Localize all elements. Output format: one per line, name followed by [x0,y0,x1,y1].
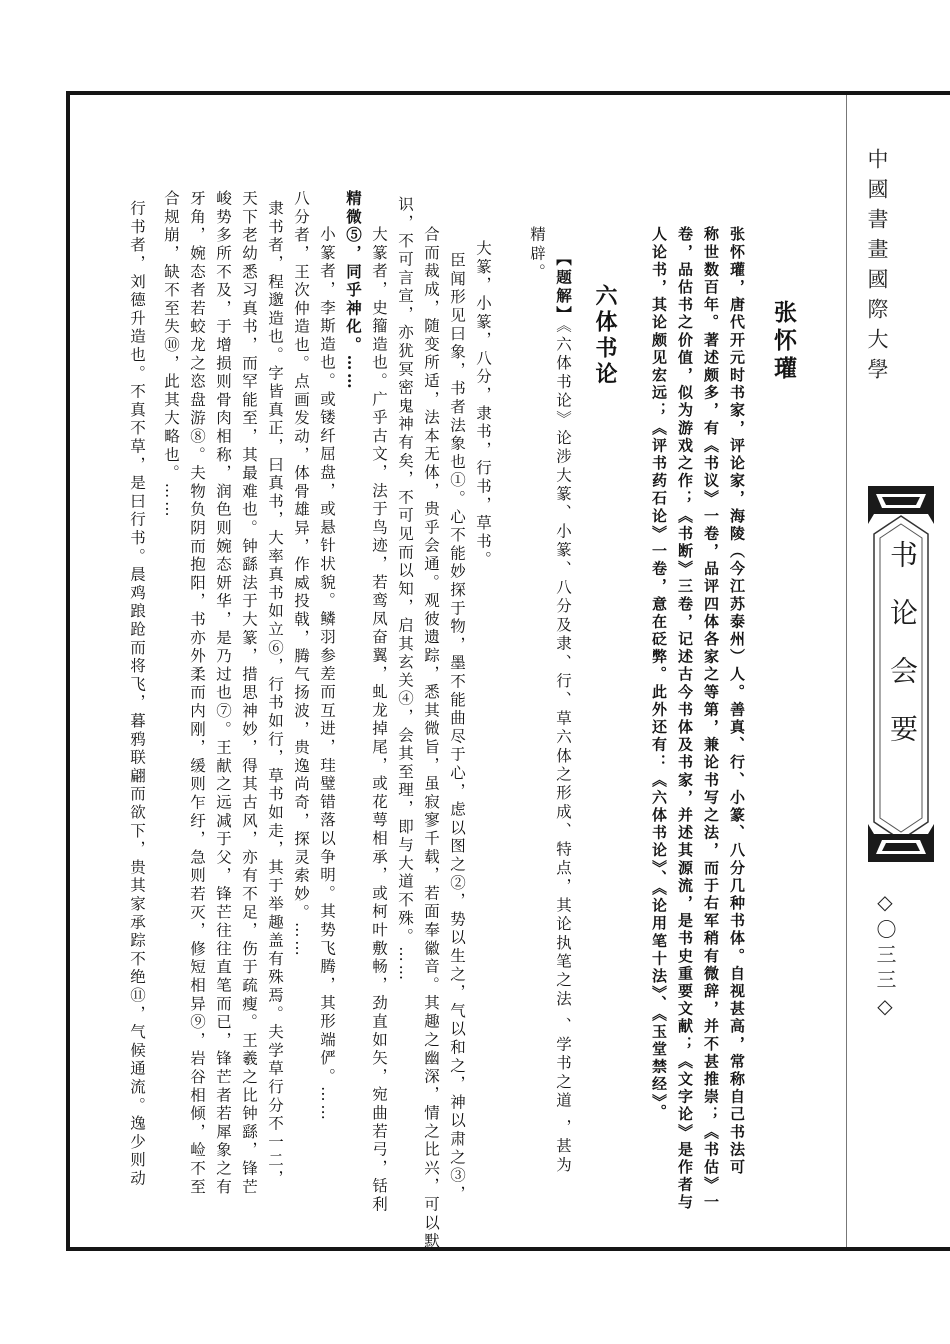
author-bio-line: 人论书，其论颇见宏远；《评书药石论》一卷，意在砭弊。此外还有：《六体书论》、《论用笔十法》、《玉堂禁经》。 [650,226,668,1122]
essay-line: 臣闻形见曰象，书者法象也①。心不能妙探于物，墨不能曲尽于心，虑以图之②，势以生之，气以和之，神以肃之③， [448,252,466,1204]
series-title: 中國書畫國際大學 [865,148,889,388]
essay-title: 六体书论 [592,284,617,388]
margin-rule [846,95,847,1247]
note-tag: 【题解】 [554,250,573,325]
note-line [550,250,576,1175]
author-name: 张怀瓘 [770,300,796,384]
essay-line: 合规崩，缺不至失⑩，此其大略也。…… [162,190,180,520]
author-bio-line: 张怀瓘，唐代开元时书家，评论家，海陵（今江苏泰州）人。善真、行、小篆、八分几种书体。自视甚高，常称自己书法可 [728,226,746,1177]
essay-line: 合而裁成，随变所适，法本无体，贵乎会通。观彼遗踪，悉其微旨，虽寂寥千载，若面奉徽音。其趣之幽深，情之比兴，可以默 [422,226,440,1251]
author-bio-line: 卷，品估书之价值，似为游戏之作；《书断》三卷，记述古今书体及书家，并述其源流，是书史重要文献；《文字论》是作者与 [676,226,694,1212]
essay-line: 精微⑤，同乎神化。…… [344,190,363,392]
book-title: 书论会要 [886,540,919,772]
essay-line: 行书者，刘德升造也。不真不草，是曰行书。晨鸡踉跄而将飞，暮鸦联翩而欲下，贵其家承踪不绝⑪，气候通流。逸少则动 [128,200,146,1189]
essay-line: 大篆者，史籀造也。广乎古文，法于鸟迹，若鸾凤奋翼，虬龙掉尾，或花萼相承，或柯叶敷畅，劲直如矢，宛曲若弓，铦利 [370,226,388,1215]
author-bio-line: 称世数百年。著述颇多，有《书议》一卷，品评四体各家之等第，兼论书写之法，而于右军稍有微辞，并不甚推崇；《书估》一 [702,226,720,1212]
essay-line: 八分者，王次仲造也。点画发动，体骨雄异，作威投戟，腾气扬波，贵逸尚奇，探灵索妙。…… [292,190,310,959]
essay-line: 小篆者，李斯造也。或镂纤屈盘，或悬针状貌。鳞羽参差而互进，珪璧错落以争明。其势飞腾，其形端俨。…… [318,226,336,1123]
essay-line: 隶书者，程邈造也。字皆真正，曰真书，大率真书如立⑥，行书如行，草书如走，其于举趣盖有殊焉。夫学草行分不一二， [266,200,284,1189]
essay-line: 天下老幼悉习真书，而罕能至，其最难也。钟繇法于大篆，措思神妙，得其古风，亦有不足，伤于疏瘦。王羲之比钟繇，锋芒 [240,190,258,1197]
page-number: ◇〇三三◇ [873,890,897,1023]
essay-line: 牙角，婉态者若蛟龙之恣盘游⑧。夫物负阴而抱阳，书亦外柔而内刚，缓则乍纡，急则若灭，修短相异⑨，岩谷相倾，崄不至 [188,190,206,1197]
essay-line: 峻势多所不及，于增损则骨肉相称，润色则婉态妍华，是乃过也⑦。王献之远减于父，锋芒往往直笔而已，锋芒者若犀象之有 [214,190,232,1197]
note-text: 《六体书论》论涉大篆、小篆、八分及隶、行、草六体之形成、特点，其论执笔之法 、学书之道 ，甚为 [554,324,572,1175]
note-line: 精辟。 [528,226,546,283]
title-banner-bottom-ornament [866,820,936,864]
essay-line: 识，不可言宣，亦犹冥密鬼神有矣，不可见而以知，启其玄关④，会其至理，即与大道不殊。…… [396,196,414,983]
essay-line: 大篆，小篆，八分，隶书，行书，草书。 [474,240,492,570]
